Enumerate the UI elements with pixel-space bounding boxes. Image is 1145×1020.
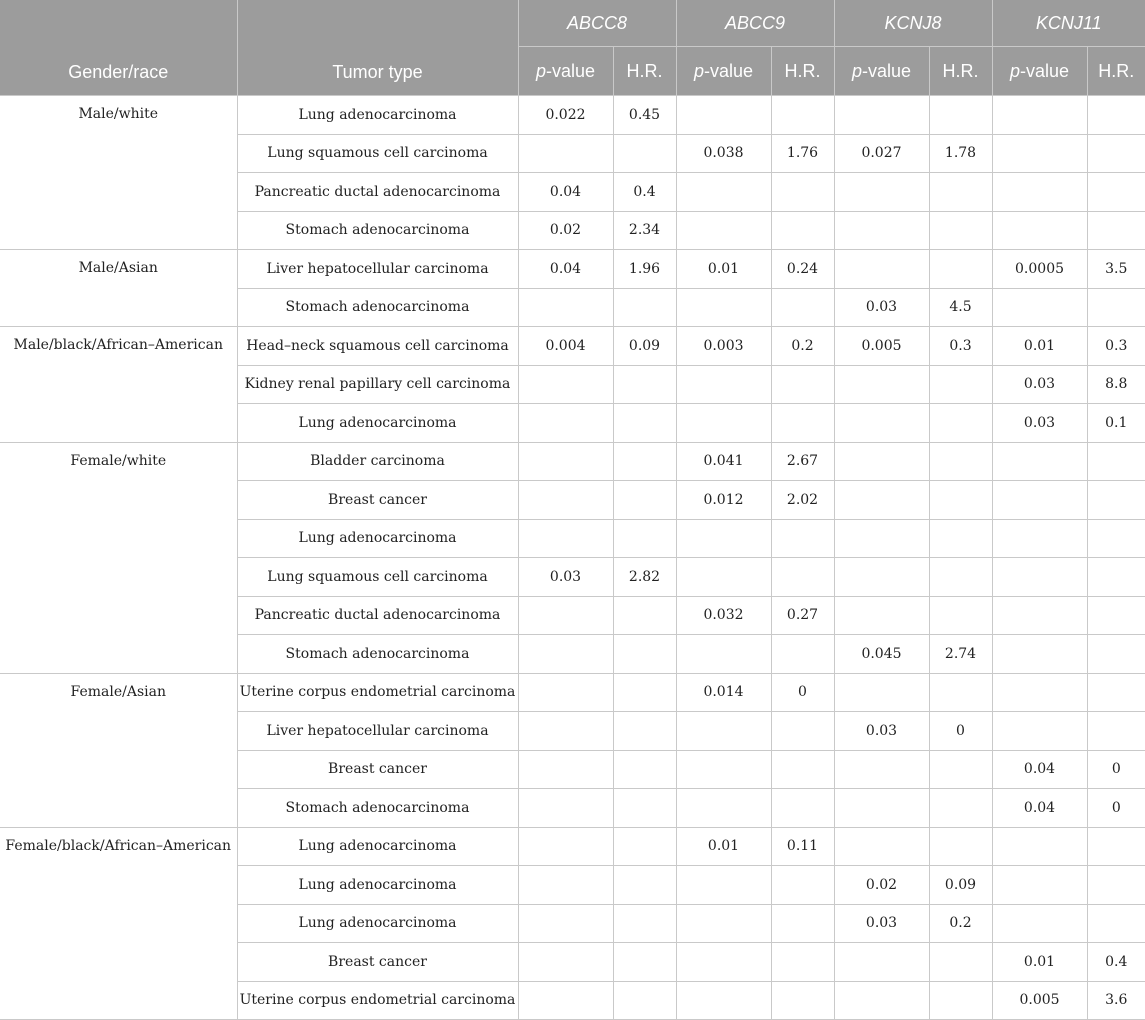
abcc9-pvalue-cell: 0.01 [676,827,771,866]
kcnj8-hr-cell [929,789,992,828]
kcnj8-pvalue-cell [834,981,929,1020]
kcnj11-pvalue-cell [992,866,1087,905]
abcc9-pvalue-cell [676,365,771,404]
kcnj11-hr-cell [1087,173,1145,212]
abcc8-pvalue-cell [518,943,613,982]
tumor-type-cell: Liver hepatocellular carcinoma [237,712,518,751]
gene-header-abcc8: ABCC8 [518,0,676,47]
kcnj11-pvalue-cell [992,211,1087,250]
kcnj11-hr-cell: 8.8 [1087,365,1145,404]
abcc8-pvalue-cell [518,981,613,1020]
tumor-type-header: Tumor type [237,0,518,96]
abcc8-hr-cell [613,712,676,751]
abcc9-pvalue-cell [676,866,771,905]
abcc9-hr-cell: 0 [771,673,834,712]
kcnj11-hr-cell [1087,134,1145,173]
kcnj8-hr-cell [929,404,992,443]
kcnj8-hr-cell [929,96,992,135]
abcc9-hr-cell [771,789,834,828]
abcc9-pvalue-cell [676,519,771,558]
abcc8-hr-cell [613,750,676,789]
abcc9-pvalue-cell: 0.003 [676,327,771,366]
abcc9-pvalue-cell [676,211,771,250]
abcc8-hr-cell [613,134,676,173]
abcc8-pvalue-cell: 0.004 [518,327,613,366]
kcnj8-hr-cell: 1.78 [929,134,992,173]
kcnj11-pvalue-cell: 0.0005 [992,250,1087,289]
abcc8-pvalue-cell [518,404,613,443]
table-body [0,96,1145,1020]
kcnj8-hr-cell [929,211,992,250]
abcc8-pvalue-cell [518,481,613,520]
kcnj11-pvalue-cell [992,904,1087,943]
kcnj11-hr-cell: 0.1 [1087,404,1145,443]
tumor-type-cell: Lung squamous cell carcinoma [237,134,518,173]
hr-header-abcc8: H.R. [613,47,676,96]
abcc8-pvalue-cell [518,134,613,173]
abcc8-hr-cell: 2.82 [613,558,676,597]
gender-race-cell: Female/white [0,442,237,673]
abcc8-hr-cell [613,866,676,905]
kcnj8-pvalue-cell [834,442,929,481]
abcc8-hr-cell: 0.45 [613,96,676,135]
abcc8-hr-cell [613,596,676,635]
kcnj8-pvalue-cell: 0.03 [834,712,929,751]
kcnj8-pvalue-cell [834,750,929,789]
gender-race-cell: Female/Asian [0,673,237,827]
kcnj8-pvalue-cell [834,943,929,982]
abcc9-pvalue-cell: 0.01 [676,250,771,289]
abcc9-pvalue-cell [676,750,771,789]
kcnj11-hr-cell [1087,827,1145,866]
pvalue-header-kcnj8 [834,47,929,96]
kcnj11-pvalue-cell: 0.005 [992,981,1087,1020]
kcnj11-hr-cell: 0 [1087,750,1145,789]
pvalue-header-abcc9 [676,47,771,96]
kcnj11-hr-cell: 0.4 [1087,943,1145,982]
pvalue-italic-label: p [1009,60,1020,81]
abcc8-pvalue-cell: 0.03 [518,558,613,597]
abcc9-hr-cell: 1.76 [771,134,834,173]
abcc9-hr-cell [771,750,834,789]
abcc9-pvalue-cell [676,173,771,212]
tumor-type-cell: Head–neck squamous cell carcinoma [237,327,518,366]
kcnj11-hr-cell: 3.5 [1087,250,1145,289]
kcnj11-hr-cell [1087,904,1145,943]
kcnj8-pvalue-cell [834,365,929,404]
kcnj11-hr-cell [1087,558,1145,597]
hr-header-kcnj11: H.R. [1087,47,1145,96]
pvalue-header-kcnj11 [992,47,1087,96]
tumor-type-cell: Lung squamous cell carcinoma [237,558,518,597]
kcnj11-pvalue-cell [992,134,1087,173]
gender-race-cell: Male/Asian [0,250,237,327]
abcc8-hr-cell: 0.09 [613,327,676,366]
abcc8-hr-cell [613,404,676,443]
gender-race-header: Gender/race [0,0,237,96]
kcnj11-pvalue-cell [992,673,1087,712]
tumor-type-cell: Pancreatic ductal adenocarcinoma [237,596,518,635]
abcc9-hr-cell: 0.2 [771,327,834,366]
abcc8-pvalue-cell [518,365,613,404]
abcc8-pvalue-cell: 0.04 [518,173,613,212]
kcnj8-hr-cell [929,365,992,404]
kcnj8-pvalue-cell [834,596,929,635]
kcnj11-pvalue-cell [992,519,1087,558]
tumor-type-cell: Breast cancer [237,750,518,789]
kcnj8-hr-cell: 0.09 [929,866,992,905]
pvalue-suffix-label: -value [703,60,754,81]
abcc9-hr-cell [771,712,834,751]
kcnj11-pvalue-cell [992,635,1087,674]
gender-race-cell: Male/black/African–American [0,327,237,443]
abcc9-hr-cell: 0.11 [771,827,834,866]
kcnj8-pvalue-cell: 0.005 [834,327,929,366]
pvalue-suffix-label: -value [1020,60,1070,81]
gene-header-kcnj8: KCNJ8 [834,0,992,47]
kcnj11-hr-cell [1087,96,1145,135]
abcc8-hr-cell [613,442,676,481]
abcc8-hr-cell [613,789,676,828]
tumor-type-cell: Stomach adenocarcinoma [237,288,518,327]
abcc8-pvalue-cell [518,442,613,481]
kcnj8-hr-cell [929,750,992,789]
abcc8-pvalue-cell [518,288,613,327]
pvalue-header-abcc8 [518,47,613,96]
abcc8-pvalue-cell [518,750,613,789]
abcc9-pvalue-cell: 0.014 [676,673,771,712]
abcc8-pvalue-cell [518,904,613,943]
kcnj8-hr-cell [929,250,992,289]
tumor-type-cell: Pancreatic ductal adenocarcinoma [237,173,518,212]
abcc8-pvalue-cell [518,789,613,828]
kcnj11-hr-cell [1087,635,1145,674]
kcnj11-pvalue-cell: 0.04 [992,750,1087,789]
kcnj11-pvalue-cell [992,442,1087,481]
tumor-type-cell: Bladder carcinoma [237,442,518,481]
abcc9-hr-cell [771,866,834,905]
abcc8-hr-cell [613,288,676,327]
kcnj8-hr-cell: 4.5 [929,288,992,327]
tumor-type-cell: Lung adenocarcinoma [237,404,518,443]
kcnj8-pvalue-cell: 0.03 [834,904,929,943]
abcc9-hr-cell [771,211,834,250]
kcnj11-pvalue-cell [992,827,1087,866]
kcnj8-pvalue-cell [834,211,929,250]
tumor-type-cell: Breast cancer [237,943,518,982]
abcc9-hr-cell [771,365,834,404]
pvalue-italic-label: p [535,60,546,81]
kcnj11-pvalue-cell [992,96,1087,135]
pvalue-suffix-label: -value [545,60,596,81]
abcc9-hr-cell: 0.24 [771,250,834,289]
abcc9-hr-cell [771,404,834,443]
kcnj8-hr-cell [929,519,992,558]
table-row [0,827,1145,866]
abcc8-pvalue-cell [518,519,613,558]
kcnj8-hr-cell: 0 [929,712,992,751]
pvalue-italic-label: p [693,60,704,81]
tumor-type-cell: Stomach adenocarcinoma [237,789,518,828]
table-row [0,673,1145,712]
hr-header-kcnj8: H.R. [929,47,992,96]
kcnj8-pvalue-cell [834,404,929,443]
abcc9-pvalue-cell [676,558,771,597]
kcnj11-pvalue-cell: 0.04 [992,789,1087,828]
abcc9-pvalue-cell: 0.038 [676,134,771,173]
abcc9-pvalue-cell: 0.041 [676,442,771,481]
abcc8-hr-cell [613,365,676,404]
abcc9-pvalue-cell: 0.032 [676,596,771,635]
kcnj8-hr-cell [929,596,992,635]
kcnj8-hr-cell [929,827,992,866]
kcnj11-pvalue-cell [992,173,1087,212]
abcc9-pvalue-cell [676,635,771,674]
abcc9-hr-cell [771,288,834,327]
tumor-type-cell: Lung adenocarcinoma [237,904,518,943]
kcnj8-hr-cell [929,173,992,212]
abcc9-hr-cell: 2.67 [771,442,834,481]
kcnj11-pvalue-cell: 0.03 [992,365,1087,404]
kcnj8-pvalue-cell: 0.03 [834,288,929,327]
tumor-type-cell: Uterine corpus endometrial carcinoma [237,673,518,712]
abcc9-pvalue-cell [676,712,771,751]
abcc9-hr-cell: 2.02 [771,481,834,520]
kcnj11-hr-cell: 0 [1087,789,1145,828]
abcc8-hr-cell: 0.4 [613,173,676,212]
abcc9-hr-cell [771,96,834,135]
abcc8-pvalue-cell [518,596,613,635]
abcc9-pvalue-cell [676,789,771,828]
abcc8-hr-cell [613,827,676,866]
kcnj8-hr-cell: 2.74 [929,635,992,674]
kcnj8-pvalue-cell [834,827,929,866]
gene-header-abcc9: ABCC9 [676,0,834,47]
kcnj8-pvalue-cell: 0.045 [834,635,929,674]
kcnj8-pvalue-cell [834,558,929,597]
tumor-type-cell: Lung adenocarcinoma [237,827,518,866]
kcnj11-hr-cell [1087,673,1145,712]
abcc9-pvalue-cell: 0.012 [676,481,771,520]
kcnj11-pvalue-cell: 0.01 [992,327,1087,366]
abcc8-pvalue-cell [518,866,613,905]
kcnj11-hr-cell [1087,481,1145,520]
kcnj8-hr-cell [929,943,992,982]
kcnj8-hr-cell: 0.3 [929,327,992,366]
kcnj11-hr-cell [1087,288,1145,327]
abcc8-pvalue-cell: 0.022 [518,96,613,135]
gene-header-kcnj11: KCNJ11 [992,0,1145,47]
tumor-type-cell: Lung adenocarcinoma [237,866,518,905]
kcnj11-pvalue-cell [992,712,1087,751]
abcc8-hr-cell [613,519,676,558]
abcc8-hr-cell [613,481,676,520]
hr-header-abcc9: H.R. [771,47,834,96]
table-row [0,96,1145,135]
table-header [0,0,1145,96]
abcc8-pvalue-cell [518,712,613,751]
abcc8-hr-cell [613,981,676,1020]
abcc9-pvalue-cell [676,981,771,1020]
abcc8-pvalue-cell: 0.04 [518,250,613,289]
tumor-type-cell: Kidney renal papillary cell carcinoma [237,365,518,404]
abcc9-hr-cell: 0.27 [771,596,834,635]
abcc8-hr-cell [613,904,676,943]
abcc8-pvalue-cell [518,827,613,866]
kcnj11-pvalue-cell: 0.01 [992,943,1087,982]
kcnj11-hr-cell [1087,596,1145,635]
table-row [0,250,1145,289]
kcnj8-pvalue-cell [834,519,929,558]
kcnj11-pvalue-cell [992,596,1087,635]
abcc9-pvalue-cell [676,943,771,982]
kcnj8-pvalue-cell: 0.02 [834,866,929,905]
kcnj8-pvalue-cell [834,250,929,289]
abcc8-pvalue-cell [518,673,613,712]
kcnj8-hr-cell [929,558,992,597]
abcc9-hr-cell [771,635,834,674]
tumor-type-cell: Lung adenocarcinoma [237,96,518,135]
kcnj11-hr-cell [1087,519,1145,558]
tumor-type-cell: Lung adenocarcinoma [237,519,518,558]
abcc9-hr-cell [771,558,834,597]
kcnj8-pvalue-cell: 0.027 [834,134,929,173]
abcc9-hr-cell [771,173,834,212]
kcnj8-pvalue-cell [834,173,929,212]
gender-race-cell: Male/white [0,96,237,250]
kcnj8-hr-cell [929,442,992,481]
abcc9-pvalue-cell [676,96,771,135]
kcnj8-pvalue-cell [834,789,929,828]
abcc8-pvalue-cell [518,635,613,674]
abcc8-hr-cell: 2.34 [613,211,676,250]
tumor-type-cell: Liver hepatocellular carcinoma [237,250,518,289]
kcnj11-pvalue-cell: 0.03 [992,404,1087,443]
abcc8-hr-cell [613,943,676,982]
tumor-type-cell: Stomach adenocarcinoma [237,211,518,250]
abcc9-hr-cell [771,943,834,982]
kcnj11-hr-cell [1087,211,1145,250]
abcc9-pvalue-cell [676,904,771,943]
kcnj11-hr-cell [1087,866,1145,905]
kcnj8-hr-cell [929,673,992,712]
tumor-type-cell: Breast cancer [237,481,518,520]
kcnj8-hr-cell [929,481,992,520]
abcc8-hr-cell [613,673,676,712]
abcc8-pvalue-cell: 0.02 [518,211,613,250]
abcc8-hr-cell [613,635,676,674]
kcnj8-hr-cell: 0.2 [929,904,992,943]
tumor-type-cell: Uterine corpus endometrial carcinoma [237,981,518,1020]
abcc9-hr-cell [771,981,834,1020]
kcnj11-hr-cell [1087,712,1145,751]
kcnj11-pvalue-cell [992,288,1087,327]
abcc9-pvalue-cell [676,288,771,327]
kcnj11-pvalue-cell [992,558,1087,597]
kcnj8-pvalue-cell [834,481,929,520]
tumor-type-cell: Stomach adenocarcinoma [237,635,518,674]
kcnj11-hr-cell [1087,442,1145,481]
abcc9-hr-cell [771,519,834,558]
table-row [0,327,1145,366]
kcnj8-pvalue-cell [834,96,929,135]
kcnj11-hr-cell: 3.6 [1087,981,1145,1020]
header-row-genes [0,0,1145,47]
abcc8-hr-cell: 1.96 [613,250,676,289]
abcc9-hr-cell [771,904,834,943]
kcnj8-pvalue-cell [834,673,929,712]
kcnj11-pvalue-cell [992,481,1087,520]
kcnj8-hr-cell [929,981,992,1020]
gender-race-cell: Female/black/African–American [0,827,237,1020]
table-row [0,442,1145,481]
pvalue-italic-label: p [851,60,862,81]
pvalue-suffix-label: -value [861,60,912,81]
kcnj11-hr-cell: 0.3 [1087,327,1145,366]
abcc9-pvalue-cell [676,404,771,443]
